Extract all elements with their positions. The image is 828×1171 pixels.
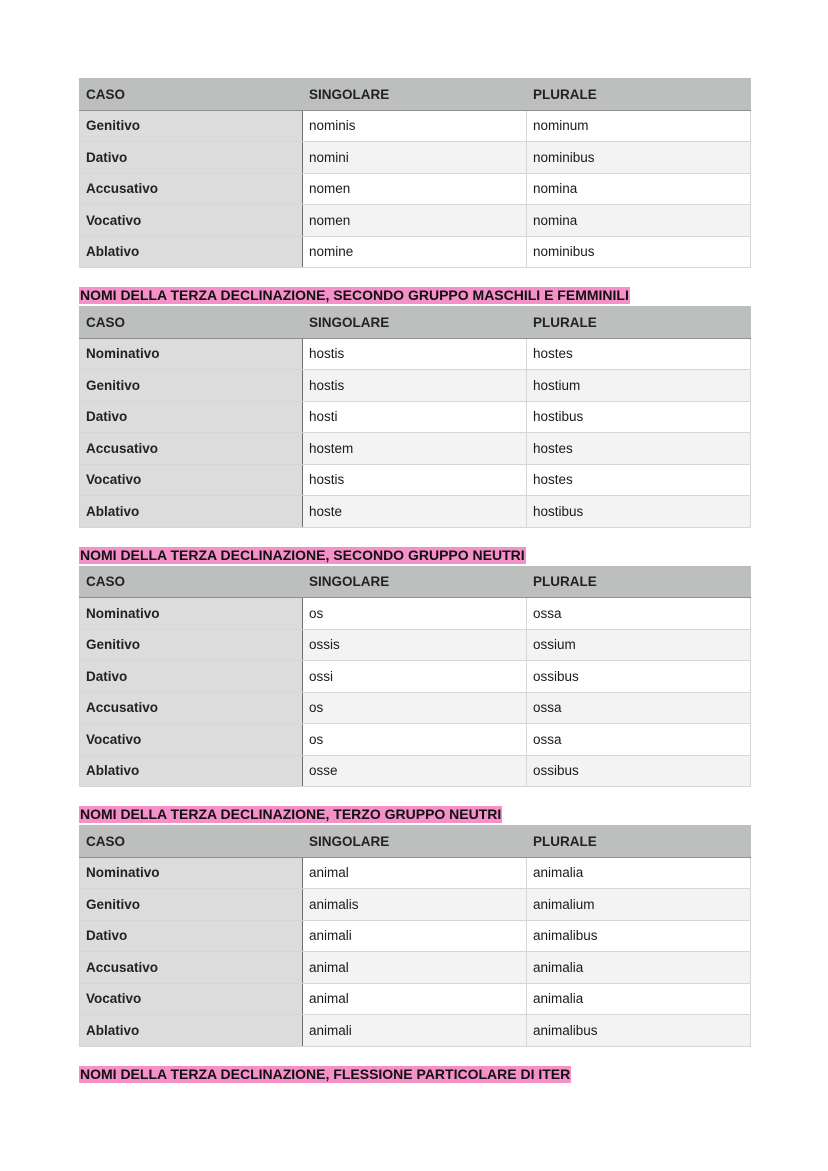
singular-form: osse	[303, 755, 527, 787]
case-name: Accusativo	[80, 433, 303, 465]
table-header-row	[80, 826, 751, 858]
plural-form: animalia	[527, 983, 751, 1015]
section-title-os	[79, 543, 750, 566]
case-name: Ablativo	[80, 236, 303, 268]
header-singolare: SINGOLARE	[303, 826, 527, 858]
table-header-row	[80, 307, 751, 339]
plural-form: animalia	[527, 952, 751, 984]
table-row	[80, 205, 751, 237]
singular-form: hostem	[303, 433, 527, 465]
table-row	[80, 857, 751, 889]
singular-form: os	[303, 724, 527, 756]
singular-form: animalis	[303, 889, 527, 921]
case-name: Ablativo	[80, 1015, 303, 1047]
header-caso: CASO	[80, 307, 303, 339]
plural-form: ossibus	[527, 661, 751, 693]
singular-form: animal	[303, 952, 527, 984]
plural-form: hostes	[527, 464, 751, 496]
table-row	[80, 370, 751, 402]
header-singolare: SINGOLARE	[303, 307, 527, 339]
case-name: Accusativo	[80, 692, 303, 724]
singular-form: os	[303, 598, 527, 630]
header-caso: CASO	[80, 826, 303, 858]
plural-form: nominibus	[527, 142, 751, 174]
table-row	[80, 920, 751, 952]
header-plurale: PLURALE	[527, 307, 751, 339]
table-row	[80, 110, 751, 142]
table-row	[80, 598, 751, 630]
plural-form: hostes	[527, 433, 751, 465]
singular-form: nomen	[303, 173, 527, 205]
declension-table-hostis	[79, 306, 751, 528]
table-row	[80, 1015, 751, 1047]
table-row	[80, 629, 751, 661]
singular-form: nominis	[303, 110, 527, 142]
plural-form: hostibus	[527, 401, 751, 433]
highlighted-title: NOMI DELLA TERZA DECLINAZIONE, FLESSIONE PARTICOLARE DI ITER	[80, 1065, 571, 1082]
case-name: Vocativo	[80, 724, 303, 756]
section-title-animal	[79, 802, 750, 825]
singular-form: hostis	[303, 464, 527, 496]
case-name: Genitivo	[80, 629, 303, 661]
declension-table-animal	[79, 825, 751, 1047]
table-row	[80, 661, 751, 693]
singular-form: hostis	[303, 338, 527, 370]
table-row	[80, 692, 751, 724]
table-row	[80, 983, 751, 1015]
case-name: Dativo	[80, 661, 303, 693]
plural-form: ossibus	[527, 755, 751, 787]
case-name: Genitivo	[80, 110, 303, 142]
header-plurale: PLURALE	[527, 826, 751, 858]
plural-form: hostium	[527, 370, 751, 402]
declension-table-os	[79, 566, 751, 788]
table-row	[80, 724, 751, 756]
plural-form: animalibus	[527, 920, 751, 952]
case-name: Accusativo	[80, 952, 303, 984]
case-name: Genitivo	[80, 889, 303, 921]
highlighted-title: NOMI DELLA TERZA DECLINAZIONE, SECONDO GRUPPO MASCHILI E FEMMINILI	[80, 287, 629, 303]
plural-form: ossa	[527, 724, 751, 756]
plural-form: nominum	[527, 110, 751, 142]
plural-form: nomina	[527, 205, 751, 237]
table-header-row	[80, 566, 751, 598]
case-name: Nominativo	[80, 338, 303, 370]
header-singolare: SINGOLARE	[303, 79, 527, 111]
case-name: Vocativo	[80, 983, 303, 1015]
case-name: Nominativo	[80, 598, 303, 630]
singular-form: hosti	[303, 401, 527, 433]
singular-form: ossis	[303, 629, 527, 661]
case-name: Nominativo	[80, 857, 303, 889]
header-plurale: PLURALE	[527, 566, 751, 598]
singular-form: nomini	[303, 142, 527, 174]
singular-form: nomen	[303, 205, 527, 237]
case-name: Dativo	[80, 142, 303, 174]
header-singolare: SINGOLARE	[303, 566, 527, 598]
plural-form: hostes	[527, 338, 751, 370]
singular-form: animali	[303, 920, 527, 952]
table-row	[80, 889, 751, 921]
highlighted-title: NOMI DELLA TERZA DECLINAZIONE, SECONDO GRUPPO NEUTRI	[80, 546, 525, 563]
table-row	[80, 142, 751, 174]
table-row	[80, 464, 751, 496]
singular-form: animal	[303, 857, 527, 889]
table-row	[80, 433, 751, 465]
table-row	[80, 236, 751, 268]
singular-form: os	[303, 692, 527, 724]
table-header-row	[80, 79, 751, 111]
plural-form: nomina	[527, 173, 751, 205]
section-title-iter	[79, 1062, 750, 1085]
plural-form: ossium	[527, 629, 751, 661]
case-name: Dativo	[80, 401, 303, 433]
singular-form: ossi	[303, 661, 527, 693]
singular-form: nomine	[303, 236, 527, 268]
table-row	[80, 755, 751, 787]
header-caso: CASO	[80, 566, 303, 598]
header-caso: CASO	[80, 79, 303, 111]
case-name: Accusativo	[80, 173, 303, 205]
plural-form: animalibus	[527, 1015, 751, 1047]
singular-form: animal	[303, 983, 527, 1015]
plural-form: ossa	[527, 598, 751, 630]
section-title-hostis	[79, 283, 750, 306]
case-name: Vocativo	[80, 205, 303, 237]
table-row	[80, 173, 751, 205]
header-plurale: PLURALE	[527, 79, 751, 111]
document-page	[79, 78, 750, 1085]
case-name: Ablativo	[80, 755, 303, 787]
table-row	[80, 952, 751, 984]
plural-form: animalium	[527, 889, 751, 921]
singular-form: animali	[303, 1015, 527, 1047]
plural-form: nominibus	[527, 236, 751, 268]
plural-form: hostibus	[527, 496, 751, 528]
case-name: Genitivo	[80, 370, 303, 402]
plural-form: ossa	[527, 692, 751, 724]
table-row	[80, 401, 751, 433]
plural-form: animalia	[527, 857, 751, 889]
table-row	[80, 496, 751, 528]
case-name: Vocativo	[80, 464, 303, 496]
highlighted-title: NOMI DELLA TERZA DECLINAZIONE, TERZO GRUPPO NEUTRI	[80, 806, 502, 822]
case-name: Dativo	[80, 920, 303, 952]
declension-table-nomen	[79, 78, 751, 268]
table-row	[80, 338, 751, 370]
case-name: Ablativo	[80, 496, 303, 528]
singular-form: hoste	[303, 496, 527, 528]
singular-form: hostis	[303, 370, 527, 402]
